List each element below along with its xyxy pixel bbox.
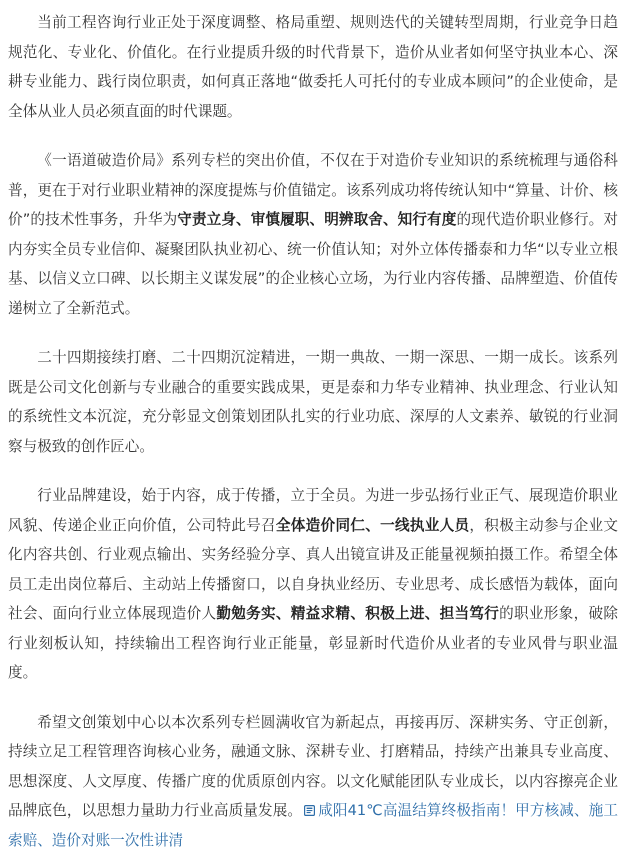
- highlight-phrase: 审慎履职: [251, 211, 310, 228]
- highlight-phrase: 积极上进: [365, 605, 425, 622]
- paragraph-intro: [8, 8, 618, 126]
- paragraph-text: 希望文创策划中心以本次系列专栏圆满收官为新起点，再接再厉、深耕实务、守正创新，持续立足工程管理咨询核心业务，融通文脉、深耕专业、打磨精品，持续产出兼具专业高度、思想深度、人文厚度、传播广度的优质原创内容。以文化赋能团队专业成长，以内容擦亮企业品牌底色，以思想力量助力行业高质量发展。: [8, 714, 618, 820]
- highlight-separator: 、: [350, 605, 365, 622]
- highlight-separator: 、: [276, 605, 291, 622]
- highlight-separator: 、: [310, 211, 325, 228]
- highlight-phrase: 勤勉务实: [216, 605, 276, 622]
- highlight-phrase: 守责立身: [177, 211, 236, 228]
- paragraph-text: 的职业形象，破除行业刻板认知，持续输出工程咨询行业正能量，彰显新时代造价从业者的专业风骨与职业温度。: [8, 605, 618, 681]
- paragraph-brand-call: [8, 481, 618, 688]
- highlight-phrase: 一线执业人员: [380, 517, 469, 534]
- paragraph-text: 行业品牌建设，始于内容，成于传播，立于全员。为进一步弘扬行业正气、展现造价职业风貌、传递企业正向价值，公司特此号召: [8, 487, 618, 534]
- highlight-phrase: 担当笃行: [440, 605, 500, 622]
- paragraph-closing: [8, 708, 618, 855]
- paragraph-text: 的现代造价职业修行。对内夯实全员专业信仰、凝聚团队执业初心、统一价值认知；对外立体传播泰和力华“以专业立根基、以信义立口碑、以长期主义谋发展”的企业核心立场，为行业内容传播、品牌塑造、价值传递树立了全新范式。: [8, 211, 618, 317]
- related-article-title[interactable]: 咸阳41℃高温结算终极指南！甲方核减、施工索赔、造价对账一次性讲清: [8, 802, 618, 849]
- paragraph-series-summary: [8, 343, 618, 461]
- paragraph-text: 《一语道破造价局》系列专栏的突出价值，不仅在于对造价专业知识的系统梳理与通俗科普，更在于对行业职业精神的深度提炼与价值锚定。该系列成功将传统认知中“算量、计价、核价”的技术性事务，升华为: [8, 152, 618, 228]
- highlight-phrase: 精益求精: [291, 605, 351, 622]
- highlight-phrase: 明辨取舍: [324, 211, 383, 228]
- highlight-separator: 、: [236, 211, 251, 228]
- highlight-phrase: 全体造价同仁: [276, 517, 365, 534]
- highlight-separator: 、: [383, 211, 398, 228]
- highlight-phrase: 知行有度: [398, 211, 457, 228]
- article-link-icon: [304, 805, 315, 816]
- highlight-separator: 、: [365, 517, 380, 534]
- paragraph-text: 当前工程咨询行业正处于深度调整、格局重塑、规则迭代的关键转型周期，行业竞争日趋规范化、专业化、价值化。在行业提质升级的时代背景下，造价从业者如何坚守执业本心、深耕专业能力、践行岗位职责，如何真正落地“做委托人可托付的专业成本顾问”的企业使命，是全体从业人员必须直面的时代课题。: [8, 14, 618, 120]
- paragraph-column-value: [8, 146, 618, 323]
- paragraph-text: 二十四期接续打磨、二十四期沉淀精进，一期一典故、一期一深思、一期一成长。该系列既是公司文化创新与专业融合的重要实践成果，更是泰和力华专业精神、执业理念、行业认知的系统性文本沉淀，充分彰显文创策划团队扎实的行业功底、深厚的人文素养、敏锐的行业洞察与极致的创作匠心。: [8, 349, 618, 455]
- paragraph-text: ，积极主动参与企业文化内容共创、行业观点输出、实务经验分享、真人出镜宣讲及正能量视频拍摄工作。希望全体员工走出岗位幕后、主动站上传播窗口，以自身执业经历、专业思考、成长感悟为载体，面向社会、面向行业立体展现造价人: [8, 517, 618, 623]
- highlight-separator: 、: [425, 605, 440, 622]
